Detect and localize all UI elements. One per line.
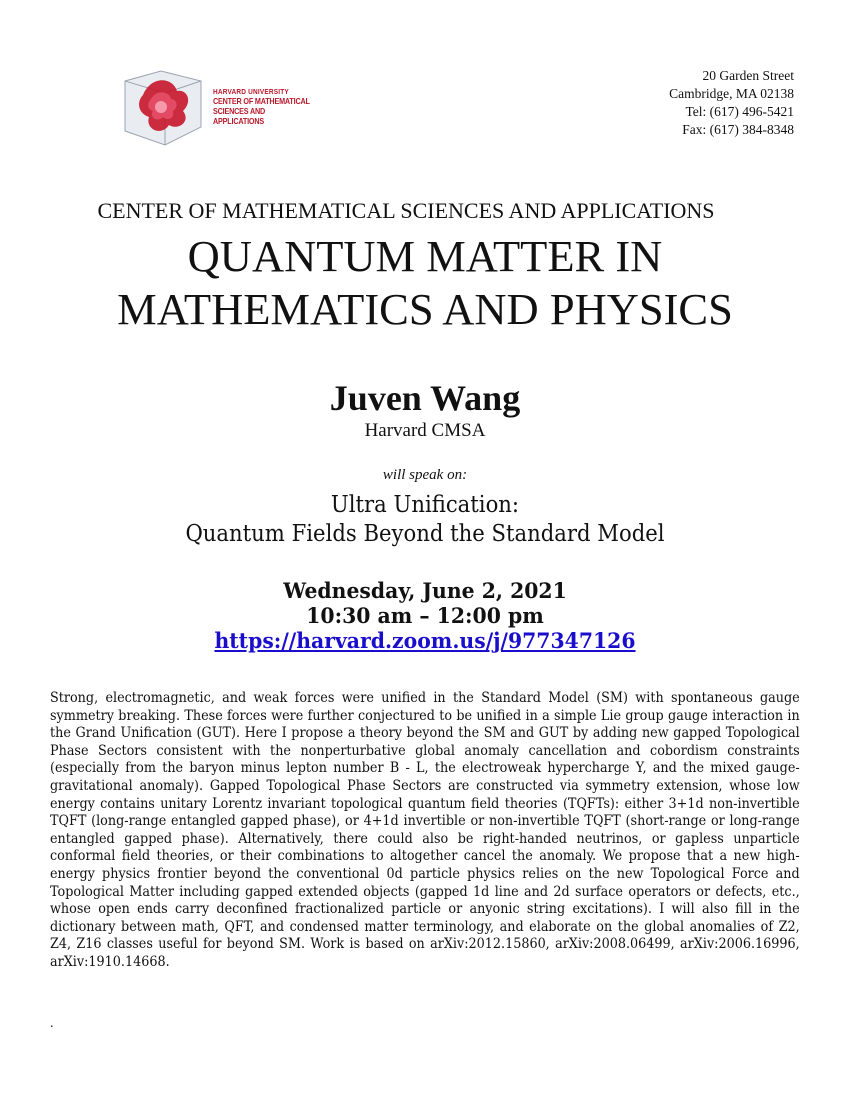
center-name: CENTER OF MATHEMATICAL SCIENCES AND APPLICATIONS: [97, 198, 715, 223]
talk-title-line2: Quantum Fields Beyond the Standard Model: [185, 521, 665, 547]
event-date: Wednesday, June 2, 2021: [283, 578, 567, 603]
speaker-affiliation: Harvard CMSA: [364, 420, 486, 441]
address-block: [669, 67, 794, 139]
speaker-intro: will speak on:: [382, 467, 468, 483]
address-street: 20 Garden Street: [702, 68, 794, 83]
talk-title-line1: Ultra Unification:: [330, 492, 520, 518]
logo-line-sciences: SCIENCES AND APPLICATIONS: [213, 107, 266, 126]
abstract-text: Strong, electromagnetic, and weak forces were unified in the Standard Model (SM) with spontaneous gauge symmetry breaking. These forces were further conjectured to be unified in a simple Lie group gauge interaction in the Grand Unification (GUT). Here I propose a theory beyond the SM and GUT by adding new gapped Topological Phase Sectors consistent with the nonperturbative global anomaly cancellation and cobordism constraints (especially from the baryon minus lepton number B - L, the electroweak hypercharge Y, and the mixed gauge-gravitational anomaly). Gapped Topological Phase Sectors are constructed via symmetry extension, whose low energy contains unitary Lorentz invariant topological quantum field theories (TQFTs): either 3+1d non-invertible TQFT (long-range entangled gapped phase), or 4+1d invertible or non-invertible TQFT (short-range or long-range entangled gapped phase). Alternatively, there could also be right-handed neutrinos, or gapless unparticle conformal field theories, or their combinations to altogether cancel the anomaly. We propose that a new high-energy physics frontier beyond the conventional 0d particle physics relies on the new Topological Force and Topological Matter including gapped extended objects (gapped 1d line and 2d surface operators or defects, etc., whose open ends carry deconfined fractionalized particle or anyonic string excitations). I will also fill in the dictionary between math, QFT, and condensed matter terminology, and elaborate on the global anomalies of Z2, Z4, Z16 classes useful for beyond SM. Work is based on arXiv:2012.15860, arXiv:2008.06499, arXiv:2006.16996, arXiv:1910.14668.: [50, 690, 800, 970]
logo-line-center: CENTER OF MATHEMATICAL: [213, 97, 310, 106]
address-city: Cambridge, MA 02138: [669, 86, 794, 101]
event-details: [13, 578, 838, 653]
logo-wordmark: [213, 87, 317, 127]
seminar-title-line1: QUANTUM MATTER IN: [187, 231, 663, 281]
logo-university: HARVARD UNIVERSITY: [213, 87, 289, 96]
address-fax: Fax: (617) 384-8348: [682, 122, 794, 137]
talk-title: [34, 491, 816, 549]
zoom-link[interactable]: https://harvard.zoom.us/j/977347126: [214, 628, 636, 653]
cube-logo-icon: [121, 65, 209, 150]
seminar-title-line2: MATHEMATICS AND PHYSICS: [117, 284, 733, 334]
event-time: 10:30 am – 12:00 pm: [306, 603, 544, 628]
seminar-title: [0, 230, 850, 336]
cmsa-logo: [121, 65, 331, 150]
speaker-name: Juven Wang: [329, 378, 521, 418]
address-tel: Tel: (617) 496-5421: [685, 104, 794, 119]
trailing-mark: .: [50, 1016, 54, 1031]
